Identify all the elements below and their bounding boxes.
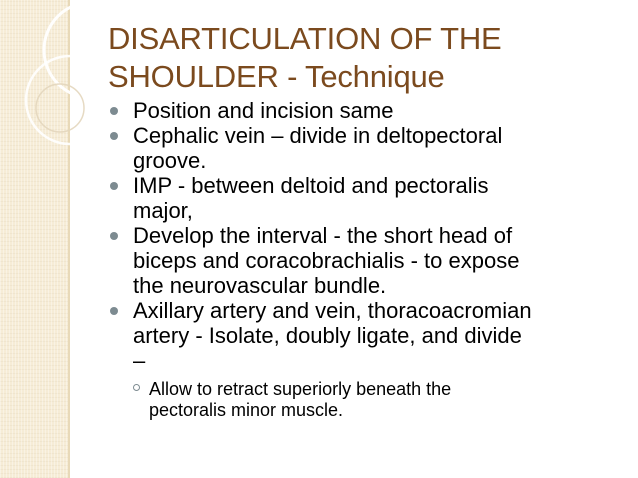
sub-bullet-list [133,379,625,421]
bullet-list [100,98,625,421]
bullet-dot-icon [110,107,118,115]
bullet-line: – [133,348,146,373]
bullet-line: the neurovascular bundle. [133,273,387,298]
bullet-dot-icon [110,307,118,315]
sub-bullet-line: pectoralis minor muscle. [149,400,344,420]
title-line-1: DISARTICULATION OF THE [108,21,502,56]
bullet-dot-icon [110,132,118,140]
bullet-line: Axillary artery and vein, thoracoacromian [133,298,532,323]
bullet-dot-icon [110,232,118,240]
bullet-item [100,298,625,421]
bullet-line: artery - Isolate, doubly ligate, and divide [133,323,522,348]
bullet-line: major, [133,198,193,223]
bullet-item [100,98,625,123]
sub-bullet-line: Allow to retract superiorly beneath the [149,379,452,399]
bullet-line: groove. [133,148,207,173]
title-line-2: SHOULDER - Technique [108,59,445,94]
bullet-line: Cephalic vein – divide in deltopectoral [133,123,503,148]
bullet-item [100,173,625,223]
bullet-line: Develop the interval - the short head of [133,223,513,248]
bullet-item [100,123,625,173]
bullet-line: Position and incision same [133,98,394,123]
bullet-line: biceps and coracobrachialis - to expose [133,248,520,273]
bullet-dot-icon [110,182,118,190]
sub-bullet-item [133,379,625,421]
slide-title [108,20,618,96]
bullet-line: IMP - between deltoid and pectoralis [133,173,489,198]
hollow-circle-bullet-icon [133,384,140,391]
bullet-item [100,223,625,298]
